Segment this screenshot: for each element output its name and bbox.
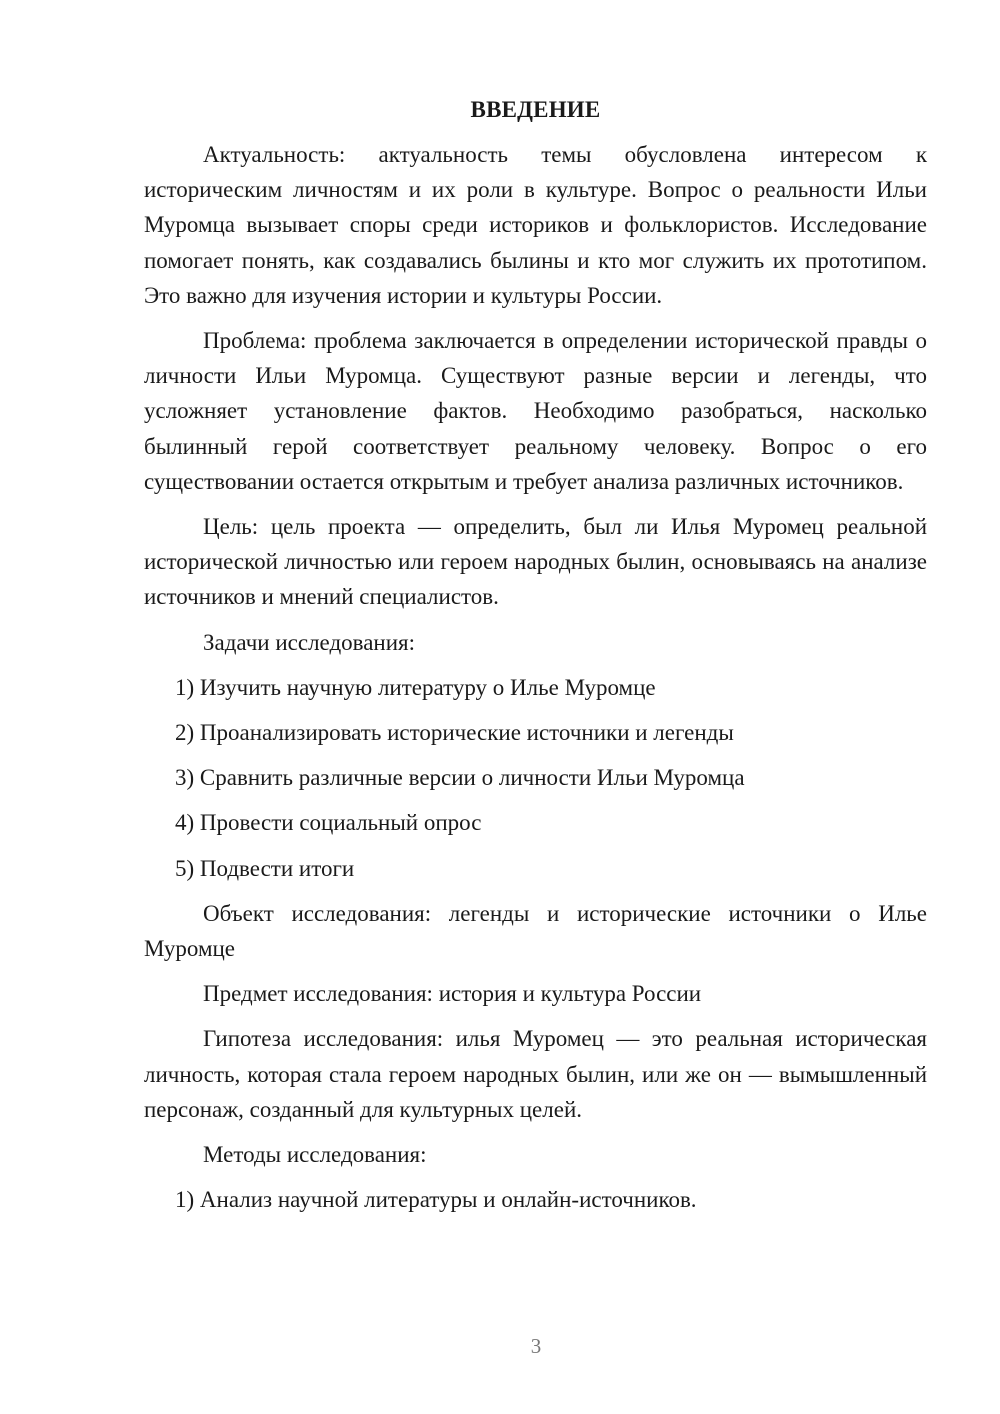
document-page — [144, 92, 927, 1227]
task-item: 4) Провести социальный опрос — [175, 810, 482, 836]
task-item: 5) Подвести итоги — [175, 855, 355, 881]
relevance-paragraph: Актуальность: актуальность темы обусловлена интересом к историческим личностям и их роли в культуре. Вопрос о реальности Ильи Муромца вызывает споры среди историков и фольклористов. Исследование помогает понять, как создавались былины и кто мог служить их прототипом. Это важно для изучения истории и культуры России. — [144, 142, 927, 308]
task-item: 2) Проанализировать исторические источники и легенды — [175, 720, 734, 746]
object-paragraph: Объект исследования: легенды и исторические источники о Илье Муромце — [144, 900, 927, 962]
tasks-heading: Задачи исследования: — [203, 629, 416, 655]
section-title: ВВЕДЕНИЕ — [470, 97, 601, 122]
problem-paragraph: Проблема: проблема заключается в определении исторической правды о личности Ильи Муромца. Существуют разные версии и легенды, что усложняет установление фактов. Необходимо разобраться, насколько былинный герой соответствует реальному человеку. Вопрос о его существовании остается открытым и требует анализа различных источников. — [144, 328, 927, 494]
hypothesis-paragraph: Гипотеза исследования: илья Муромец — это реальная историческая личность, которая стала героем народных былин, или же он — вымышленный персонаж, созданный для культурных целей. — [144, 1026, 927, 1122]
subject-paragraph: Предмет исследования: история и культура России — [203, 981, 702, 1007]
page-number: 3 — [530, 1334, 542, 1358]
methods-heading: Методы исследования: — [203, 1142, 427, 1168]
task-item: 1) Изучить научную литературу о Илье Муромце — [175, 674, 656, 700]
task-item: 3) Сравнить различные версии о личности Ильи Муромца — [175, 765, 745, 791]
goal-paragraph: Цель: цель проекта — определить, был ли Илья Муромец реальной исторической личностью или героем народных былин, основываясь на анализе источников и мнений специалистов. — [144, 514, 927, 610]
method-item: 1) Анализ научной литературы и онлайн-источников. — [175, 1187, 697, 1213]
